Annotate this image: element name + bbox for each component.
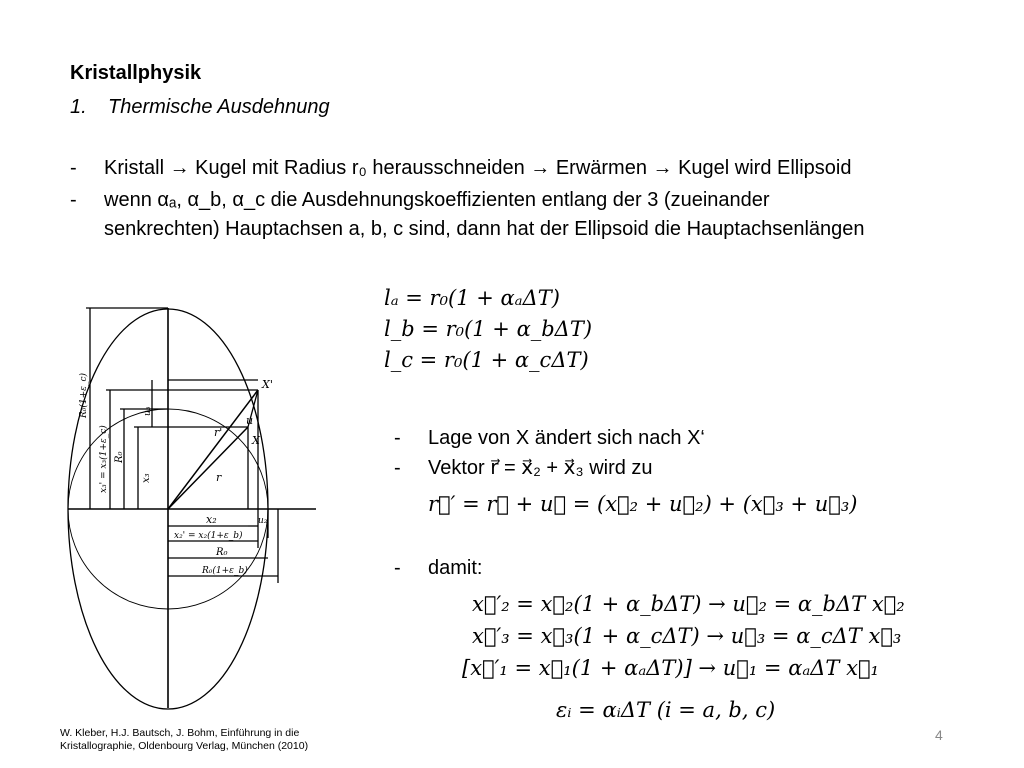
section-number: 1. <box>70 96 87 118</box>
label-u: u <box>246 414 254 427</box>
bullet-dash: - <box>70 157 77 179</box>
label-r0-vertical: R₀ <box>114 451 125 463</box>
ellipsoid-diagram <box>66 298 366 718</box>
page-number: 4 <box>935 727 943 743</box>
equation-x2: x⃗′₂ = x⃗₂(1 + α_bΔT) → u⃗₂ = α_bΔT x⃗₂ <box>472 592 905 616</box>
label-r: r <box>216 471 222 484</box>
bullet-text: damit: <box>428 557 483 579</box>
section-heading <box>70 96 330 119</box>
bullet-expansion-coefficients <box>70 186 865 244</box>
label-r-prime: r' <box>214 426 223 439</box>
bullet-dash: - <box>394 427 401 449</box>
bullet-vector-r <box>394 454 653 483</box>
label-x: X <box>252 434 260 447</box>
citation <box>60 727 308 753</box>
citation-line1: W. Kleber, H.J. Bautsch, J. Bohm, Einführung in die <box>60 727 300 739</box>
label-u2: u₂ <box>258 516 268 526</box>
bullet-text-line1: wenn αₐ, α_b, α_c die Ausdehnungskoeffizienten entlang der 3 (zueinander <box>104 189 770 211</box>
ellipsoid-figure <box>66 298 366 723</box>
label-x3-prime: x₃' = x₃(1+ε_c) <box>99 425 109 493</box>
equation-lc: l_c = r₀(1 + α_cΔT) <box>384 348 589 372</box>
label-r0-eb: R₀(1+ε_b) <box>202 566 248 576</box>
citation-line2: Kristallographie, Oldenbourg Verlag, München (2010) <box>60 740 309 752</box>
label-x3: x₃ <box>141 473 152 483</box>
bullet-dash: - <box>394 557 401 579</box>
label-r0-ec: R₀(1+ε_c) <box>79 372 89 418</box>
equation-lb: l_b = r₀(1 + α_bΔT) <box>384 317 593 341</box>
equation-x3: x⃗′₃ = x⃗₃(1 + α_cΔT) → u⃗₃ = α_cΔT x⃗₃ <box>472 624 902 648</box>
slide-title: Kristallphysik <box>70 62 202 84</box>
bullet-sphere-to-ellipsoid <box>70 154 852 183</box>
label-x2-prime: x₂' = x₂(1+ε_b) <box>174 531 243 541</box>
bullet-dash: - <box>394 457 401 479</box>
bullet-position-change <box>394 424 705 453</box>
bullet-dash: - <box>70 189 77 211</box>
label-u3: u₃ <box>143 406 153 416</box>
bullet-damit <box>394 554 483 583</box>
equation-r-prime: r⃗′ = r⃗ + u⃗ = (x⃗₂ + u⃗₂) + (x⃗₃ + u⃗₃) <box>428 492 858 516</box>
equation-epsilon: εᵢ = αᵢΔT (i = a, b, c) <box>556 698 776 722</box>
bullet-text-line2: senkrechten) Hauptachsen a, b, c sind, dann hat der Ellipsoid die Hauptachsenlängen <box>104 218 865 240</box>
bullet-text: Kristall → Kugel mit Radius r₀ herausschneiden → Erwärmen → Kugel wird Ellipsoid <box>104 157 852 179</box>
section-title: Thermische Ausdehnung <box>108 96 330 118</box>
bullet-text: Lage von X ändert sich nach X‘ <box>428 427 705 449</box>
bullet-text: Vektor r⃗ = x⃗₂ + x⃗₃ wird zu <box>428 457 653 479</box>
label-r0-horizontal: R₀ <box>216 547 228 558</box>
label-x-prime: X' <box>262 378 273 391</box>
label-x2: x₂ <box>206 513 217 526</box>
equation-la: lₐ = r₀(1 + αₐΔT) <box>384 286 560 310</box>
equation-x1: [x⃗′₁ = x⃗₁(1 + αₐΔT)] → u⃗₁ = αₐΔT x⃗₁ <box>462 656 879 680</box>
